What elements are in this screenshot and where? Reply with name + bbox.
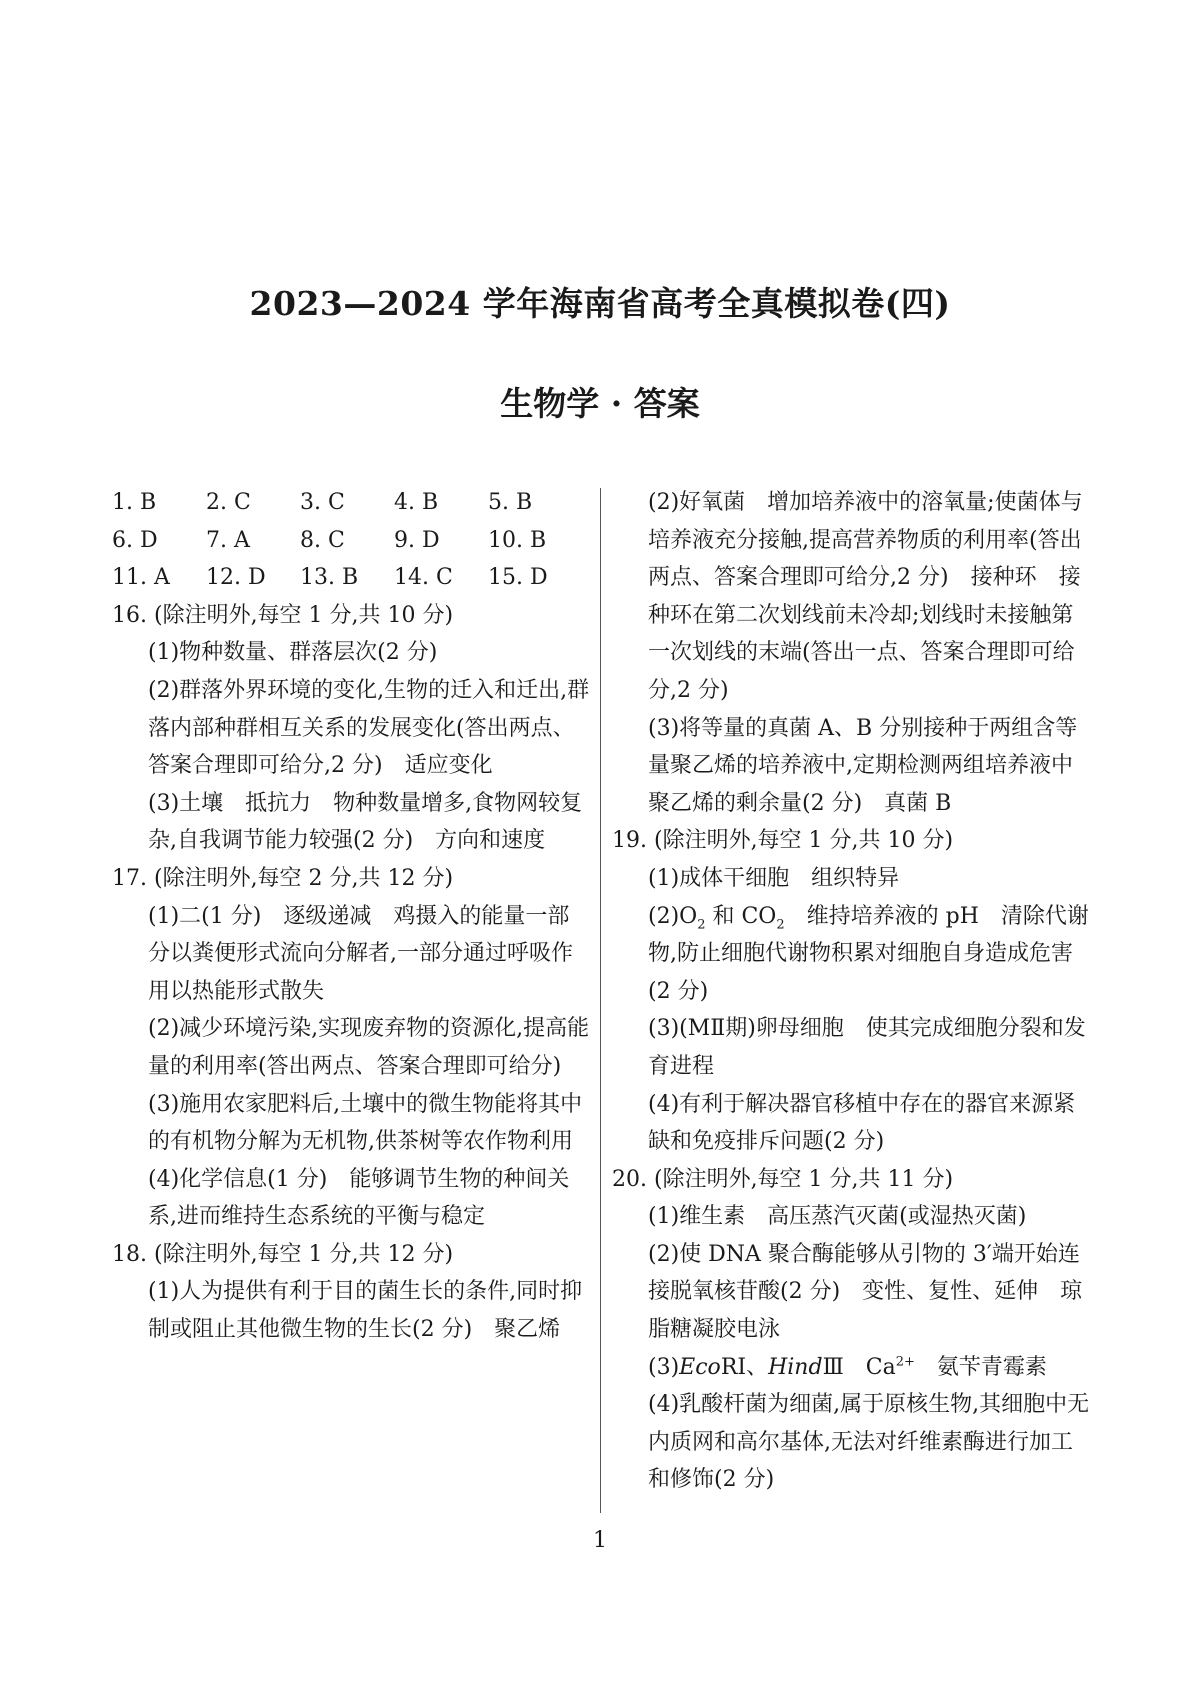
mc-answer-row bbox=[112, 522, 590, 560]
mc-answer: 2. C bbox=[206, 490, 251, 515]
question-17-part-2: (2)减少环境污染,实现废弃物的资源化,提高能量的利用率(答出两点、答案合理即可给分) bbox=[148, 1016, 590, 1079]
question-18-part-1: (1)人为提供有利于目的菌生长的条件,同时抑制或阻止其他微生物的生长(2 分) 聚乙烯 bbox=[148, 1279, 583, 1343]
mc-answer: 14. C bbox=[394, 565, 453, 591]
mc-answer-row bbox=[112, 484, 590, 522]
q20-p3-text: RⅠ、 bbox=[720, 1354, 769, 1380]
mc-answer-row bbox=[112, 559, 590, 597]
q20-p3-text: Ⅲ Ca bbox=[822, 1354, 896, 1380]
mc-answer: 12. D bbox=[206, 565, 266, 591]
mc-answer: 7. A bbox=[206, 527, 250, 553]
enzyme-italic: Hind bbox=[768, 1354, 823, 1380]
question-20-part-2: (2)使 DNA 聚合酶能够从引物的 3′端开始连接脱氧核苷酸(2 分) 变性、复性、延伸 琼脂糖凝胶电泳 bbox=[648, 1241, 1083, 1343]
mc-answer: 10. B bbox=[488, 527, 547, 553]
question-17-part-4: (4)化学信息(1 分) 能够调节生物的种间关系,进而维持生态系统的平衡与稳定 bbox=[148, 1166, 570, 1230]
question-16-part-3: (3)土壤 抵抗力 物种数量增多,食物网较复杂,自我调节能力较强(2 分) 方向和速度 bbox=[148, 790, 583, 854]
question-19-part-4: (4)有利于解决器官移植中存在的器官来源紧缺和免疫排斥问题(2 分) bbox=[648, 1091, 1076, 1155]
mc-answer: 8. C bbox=[300, 527, 345, 553]
q19-p2-text: (2)O bbox=[648, 903, 698, 929]
enzyme-italic: Eco bbox=[679, 1354, 721, 1380]
q19-p2-text: 和 CO bbox=[705, 903, 777, 929]
left-column bbox=[112, 484, 590, 1349]
page-number: 1 bbox=[593, 1528, 607, 1553]
mc-answer: 9. D bbox=[394, 527, 440, 553]
mc-answer: 6. D bbox=[112, 527, 158, 553]
question-19-part-1: (1)成体干细胞 组织特异 bbox=[648, 865, 900, 891]
question-17-header: 17. (除注明外,每空 2 分,共 12 分) bbox=[112, 865, 454, 891]
mc-answer: 4. B bbox=[394, 490, 439, 515]
mc-answer: 15. D bbox=[488, 565, 548, 591]
question-20-part-4: (4)乳酸杆菌为细菌,属于原核生物,其细胞中无内质网和高尔基体,无法对纤维素酶进行加工和修饰(2 分) bbox=[648, 1392, 1090, 1493]
right-column bbox=[612, 484, 1090, 1499]
q19-p2-text: 维持培养液的 pH 清除代谢物,防止细胞代谢物积累对细胞自身造成危害(2 分) bbox=[648, 903, 1089, 1004]
subscript: 2 bbox=[776, 916, 785, 932]
subscript: 2 bbox=[697, 916, 706, 932]
question-20-header: 20. (除注明外,每空 1 分,共 11 分) bbox=[612, 1166, 954, 1192]
document-subtitle: 生物学 · 答案 bbox=[500, 384, 700, 423]
q20-p3-text: 氨苄青霉素 bbox=[914, 1354, 1047, 1380]
document-title: 2023—2024 学年海南省高考全真模拟卷(四) bbox=[249, 284, 951, 323]
superscript: 2+ bbox=[895, 1354, 915, 1370]
mc-answer: 1. B bbox=[112, 490, 157, 515]
mc-answer: 13. B bbox=[300, 565, 359, 591]
question-19-header: 19. (除注明外,每空 1 分,共 10 分) bbox=[612, 828, 954, 854]
mc-answer: 11. A bbox=[112, 565, 170, 591]
question-18-header: 18. (除注明外,每空 1 分,共 12 分) bbox=[112, 1241, 454, 1267]
question-18-part-2: (2)好氧菌 增加培养液中的溶氧量;使菌体与培养液充分接触,提高营养物质的利用率(答出两点、答案合理即可给分,2 分) 接种环 接种环在第二次划线前未冷却;划线时未接触第一次划线的末端(答出一点、答案合理即可给分,2 分) bbox=[648, 490, 1083, 703]
question-18-part-3: (3)将等量的真菌 A、B 分别接种于两组含等量聚乙烯的培养液中,定期检测两组培养液中聚乙烯的剩余量(2 分) 真菌 B bbox=[648, 715, 1078, 816]
question-20-part-1: (1)维生素 高压蒸汽灭菌(或湿热灭菌) bbox=[648, 1204, 1027, 1230]
question-16-part-1: (1)物种数量、群落层次(2 分) bbox=[148, 640, 438, 666]
question-17-part-1: (1)二(1 分) 逐级递减 鸡摄入的能量一部分以粪便形式流向分解者,一部分通过呼吸作用以热能形式散失 bbox=[148, 903, 573, 1004]
question-19-part-2 bbox=[612, 898, 1090, 1011]
question-19-part-3: (3)(MⅡ期)卵母细胞 使其完成细胞分裂和发育进程 bbox=[648, 1016, 1086, 1079]
column-divider bbox=[600, 488, 601, 1513]
question-16-header: 16. (除注明外,每空 1 分,共 10 分) bbox=[112, 602, 454, 628]
question-17-part-3: (3)施用农家肥料后,土壤中的微生物能将其中的有机物分解为无机物,供茶树等农作物利用 bbox=[148, 1091, 583, 1155]
mc-answer: 3. C bbox=[300, 490, 345, 515]
question-20-part-3 bbox=[612, 1349, 1090, 1387]
mc-answer: 5. B bbox=[488, 490, 533, 515]
q20-p3-text: (3) bbox=[648, 1354, 680, 1380]
question-16-part-2: (2)群落外界环境的变化,生物的迁入和迁出,群落内部种群相互关系的发展变化(答出两点、答案合理即可给分,2 分) 适应变化 bbox=[148, 677, 590, 779]
